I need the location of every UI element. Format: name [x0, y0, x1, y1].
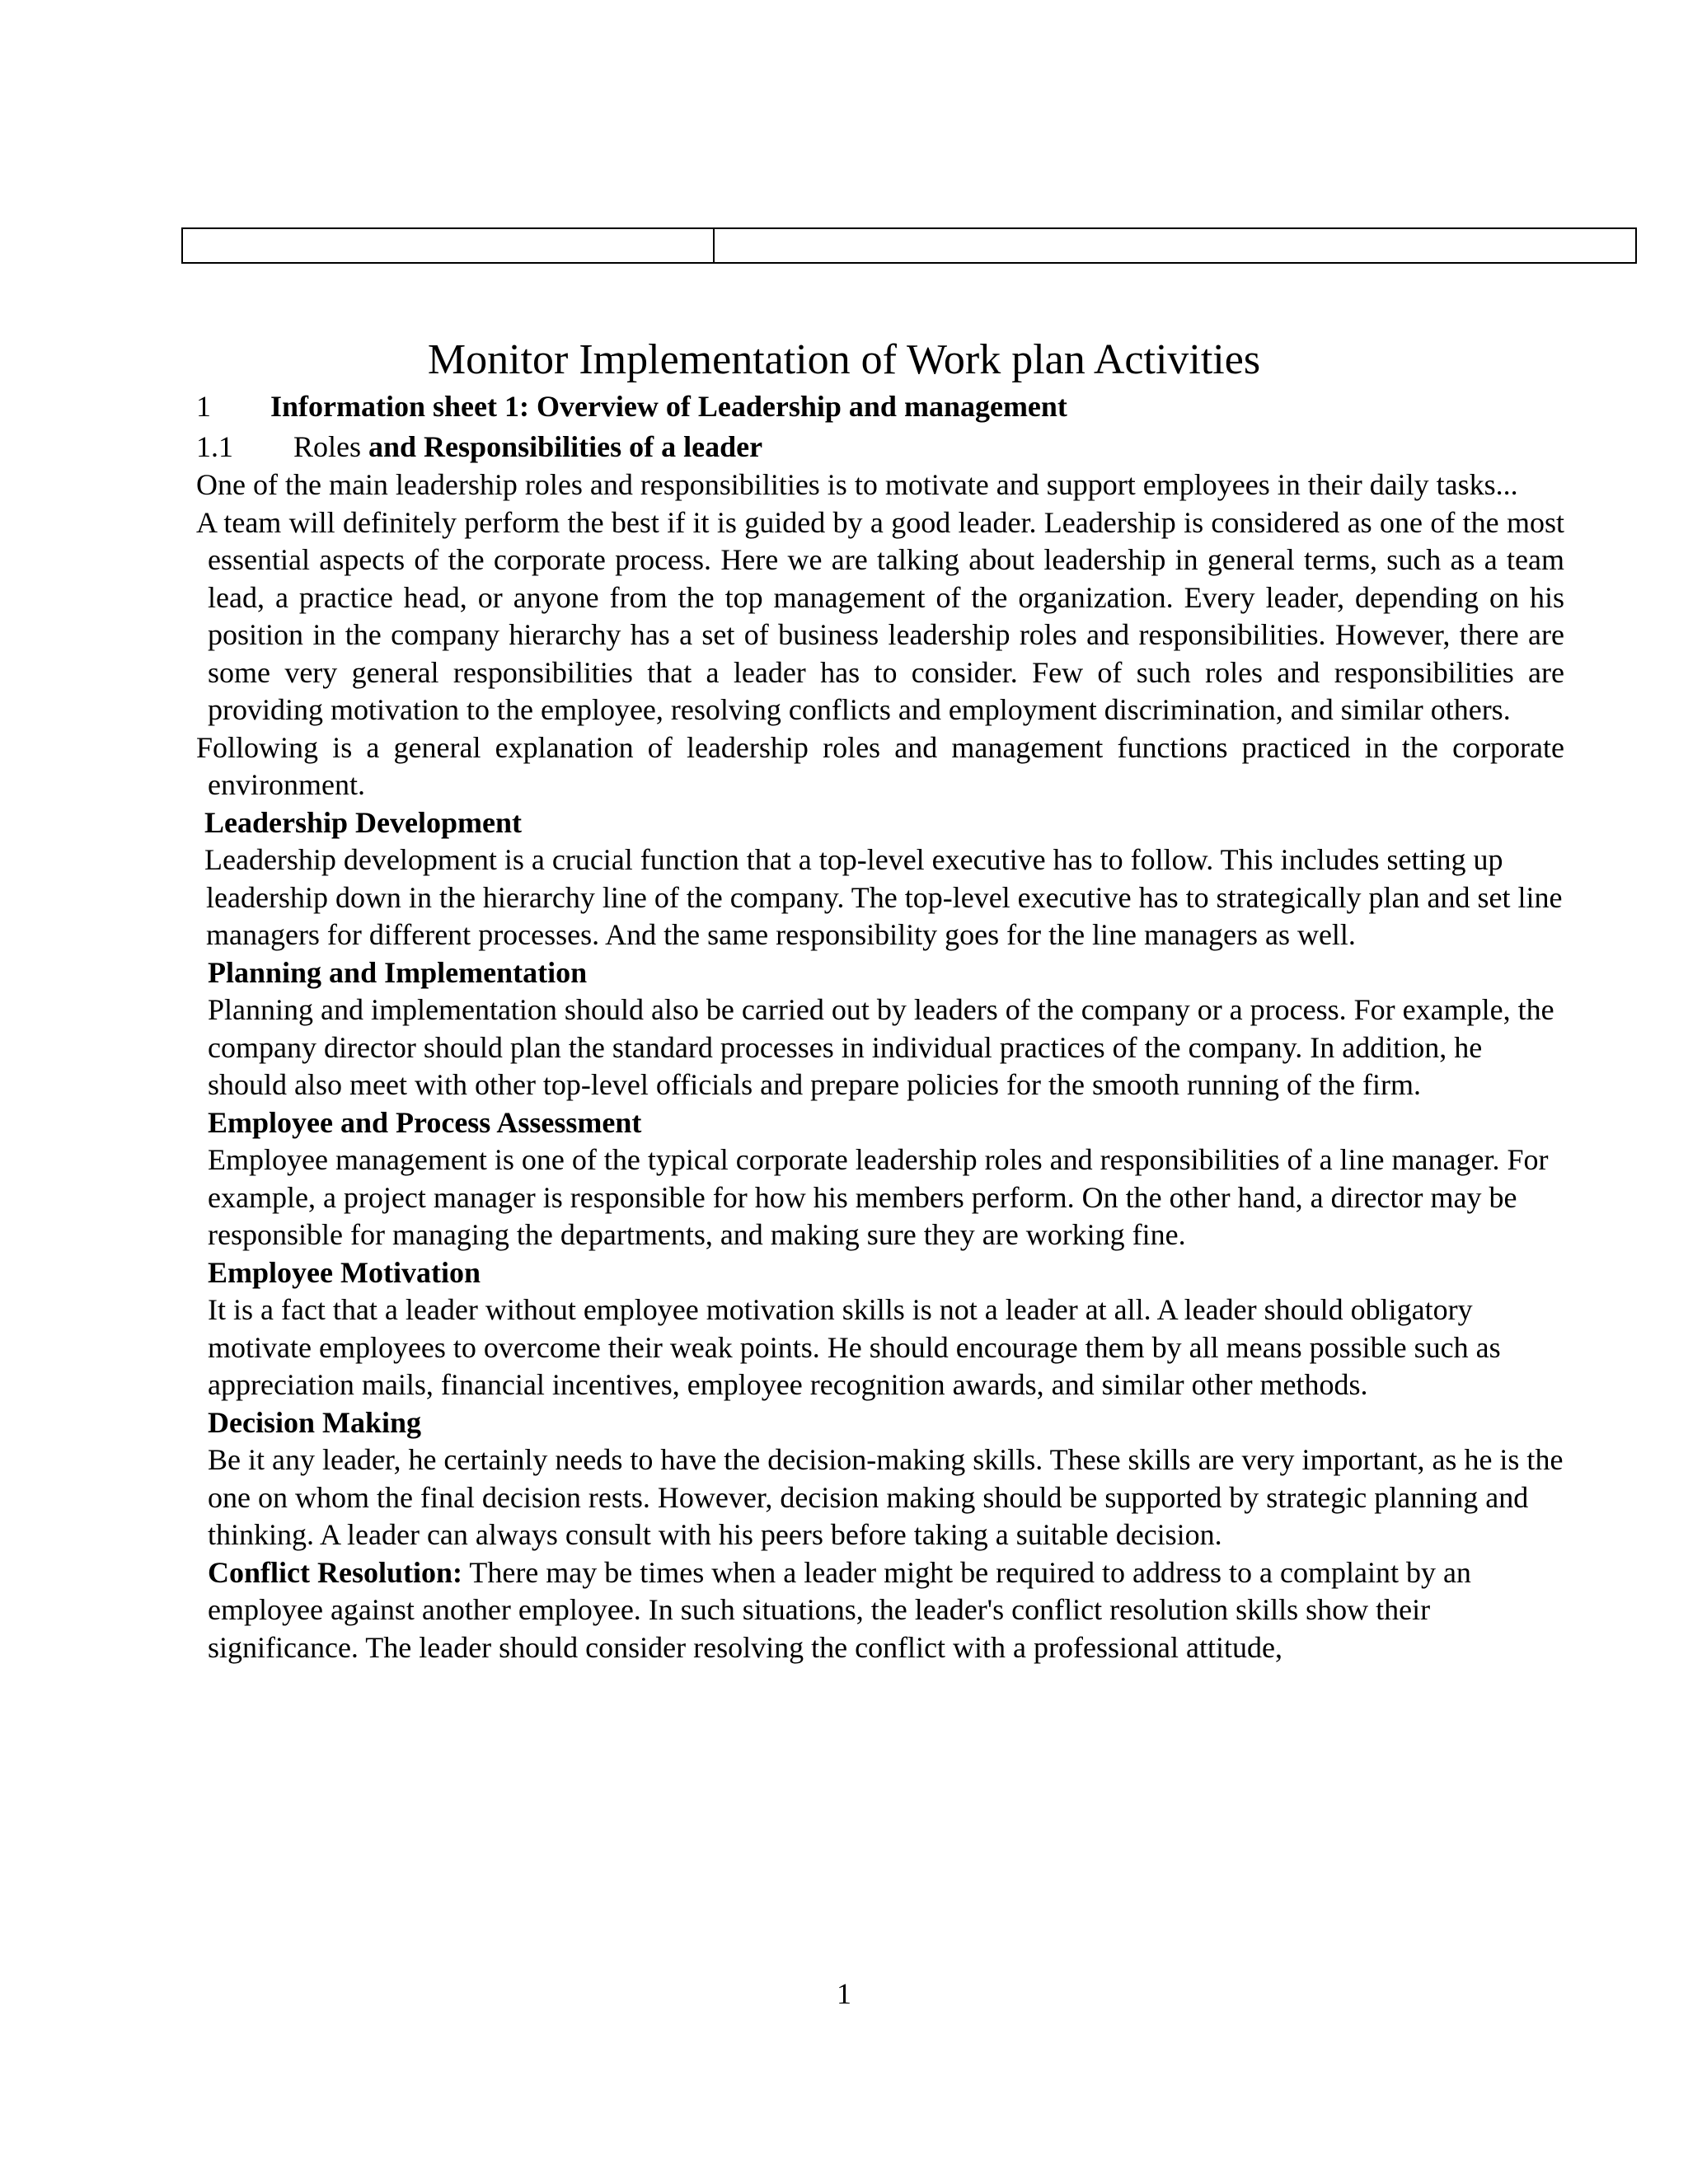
intro-paragraph: One of the main leadership roles and responsibilities is to motivate and support employees in their daily tasks... — [196, 468, 1518, 501]
page-number: 1 — [837, 1977, 851, 2010]
document-title: Monitor Implementation of Work plan Activities — [427, 336, 1261, 383]
decision-text: Be it any leader, he certainly needs to have the decision-making skills. These skills are very important, as he is the one on whom the final decision rests. However, decision making should be supported by strategic planning and thinking. A leader can always consult with his peers before taking a suitable decision. — [208, 1443, 1564, 1551]
conflict-heading: Conflict Resolution: — [208, 1555, 462, 1589]
header-cell-right — [715, 229, 1635, 262]
leadership-development-heading: Leadership Development — [204, 805, 522, 839]
document-body — [196, 466, 1564, 1666]
subsection-title-bold: and Responsibilities of a leader — [368, 430, 763, 463]
motivation-text: It is a fact that a leader without employee motivation skills is not a leader at all. A leader should obligatory motivate employees to overcome their weak points. He should encourage them by all means possible such as appreciation mails, financial incentives, employee recognition awards, and similar other methods. — [208, 1293, 1501, 1401]
subsection-heading — [196, 428, 762, 466]
header-cell-left — [183, 229, 715, 262]
subsection-title-plain: Roles — [293, 430, 362, 463]
planning-text: Planning and implementation should also be carried out by leaders of the company or a process. For example, the company director should plan the standard processes in individual practices of the company. In addition, he should also meet with other top-level officials and prepare policies for the smooth running of the firm. — [208, 993, 1554, 1101]
section-title: Information sheet 1: Overview of Leadership and management — [270, 390, 1067, 423]
decision-heading: Decision Making — [208, 1405, 422, 1439]
assessment-text: Employee management is one of the typical corporate leadership roles and responsibilities of a line manager. For example, a project manager is responsible for how his members perform. On the other hand, a director may be responsible for managing the departments, and making sure they are working fine. — [208, 1143, 1549, 1251]
conflict-text: There may be times when a leader might be required to address to a complaint by an employee against another employee. In such situations, the leader's conflict resolution skills show their significance. The leader should consider resolving the conflict with a professional attitude, — [208, 1555, 1471, 1664]
team-paragraph: A team will definitely perform the best if it is guided by a good leader. Leadership is considered as one of the most essential aspects of the corporate process. Here we are talking about leadership in general terms, such as a team lead, a practice head, or anyone from the top management of the organization. Every leader, depending on his position in the company hierarchy has a set of business leadership roles and responsibilities. However, there are some very general responsibilities that a leader has to consider. Few of such roles and responsibilities are providing motivation to the employee, resolving conflicts and employment discrimination, and similar others. — [196, 505, 1564, 726]
conflict-paragraph — [196, 1554, 1564, 1667]
assessment-heading: Employee and Process Assessment — [208, 1105, 642, 1139]
section-number: 1 — [196, 390, 211, 423]
header-table — [181, 227, 1637, 264]
motivation-heading: Employee Motivation — [208, 1255, 481, 1289]
following-paragraph: Following is a general explanation of leadership roles and management functions practiced in the corporate environment. — [196, 730, 1564, 801]
leadership-development-text: Leadership development is a crucial function that a top-level executive has to follow. This includes setting up leadership down in the hierarchy line of the company. The top-level executive has to strategically plan and set line managers for different processes. And the same responsibility goes for the line managers as well. — [204, 843, 1563, 951]
section-heading — [196, 387, 1067, 425]
subsection-number: 1.1 — [196, 430, 233, 463]
planning-heading: Planning and Implementation — [208, 955, 588, 989]
